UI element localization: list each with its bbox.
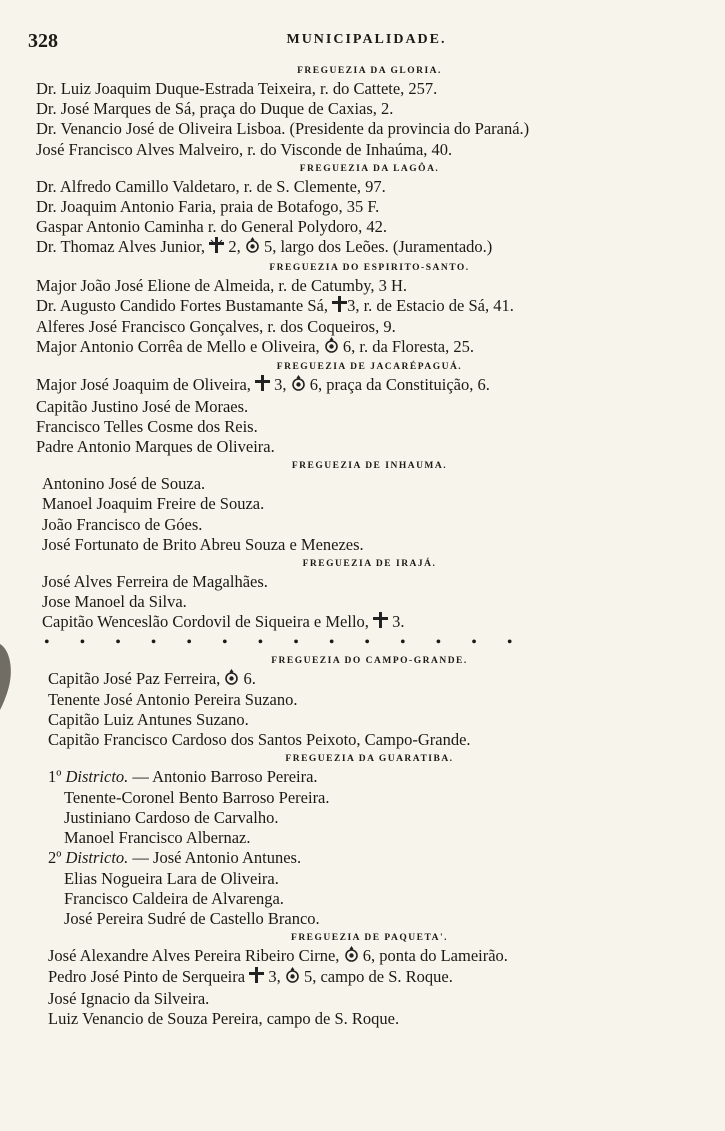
- list-item: Francisco Caldeira de Alvarenga.: [64, 888, 284, 908]
- section-heading: FREGUEZIA DE INHAUMA.: [291, 461, 448, 472]
- rose-order-icon: [285, 967, 300, 988]
- entry-text: — Antonio Barroso Pereira.: [128, 767, 318, 787]
- district-label: Districto.: [65, 848, 129, 868]
- order-grade: 3: [347, 295, 356, 315]
- list-item: [28, 967, 711, 988]
- section-espirito-santo: [28, 261, 711, 359]
- section-inhauma: [28, 459, 711, 555]
- page-header: [28, 30, 705, 54]
- section-heading: FREGUEZIA DE IRAJÁ.: [302, 559, 437, 570]
- list-item: [28, 296, 711, 317]
- list-item: Capitão Luiz Antunes Suzano.: [48, 710, 249, 730]
- entry-text: Dr. Augusto Candido Fortes Bustamante Sá,: [36, 295, 333, 315]
- section-campo-grande: [28, 654, 711, 751]
- rose-order-icon: [344, 946, 359, 967]
- list-item: Tenente José Antonio Pereira Suzano.: [48, 689, 298, 709]
- list-item: [28, 375, 711, 396]
- entry-text: , largo dos Leões. (Juramentado.): [272, 237, 493, 257]
- entry-text: ,: [236, 237, 245, 257]
- entry-text: .: [251, 668, 256, 688]
- list-item: Dr. Luiz Joaquim Duque-Estrada Teixeira, r. do Cattete, 257.: [36, 79, 438, 98]
- list-item: Luiz Venancio de Souza Pereira, campo de S. Roque.: [48, 1008, 400, 1028]
- list-item: Alferes José Francisco Gonçalves, r. dos Coqueiros, 9.: [36, 317, 396, 337]
- list-item: [28, 237, 711, 258]
- list-item: [28, 337, 711, 358]
- entry-text: ,: [276, 967, 285, 987]
- list-item: José Pereira Sudré de Castello Branco.: [64, 908, 320, 928]
- list-item: Dr. Alfredo Camillo Valdetaro, r. de S. Clemente, 97.: [36, 176, 386, 196]
- entry-text: , r. de Estacio de Sá, 41.: [355, 295, 514, 315]
- entry-text: , ponta do Lameirão.: [370, 946, 508, 966]
- entry-text: .: [400, 612, 405, 632]
- ellipsis-dots: • • • • • • • • • • • • • •: [44, 633, 526, 651]
- rose-order-icon: [224, 669, 239, 690]
- list-item: Capitão Justino José de Moraes.: [36, 396, 249, 416]
- section-guaratiba: [28, 752, 711, 929]
- binding-edge-mark: [0, 640, 16, 710]
- entry-text: , r. da Floresta, 25.: [351, 337, 474, 357]
- order-grade: 3: [274, 375, 283, 395]
- list-item: Major João José Elione de Almeida, r. de Catumby, 3 H.: [36, 275, 408, 295]
- entry-text: Dr. Thomaz Alves Junior,: [36, 237, 210, 257]
- cross-order-icon: [249, 967, 264, 988]
- rose-order-icon: [324, 337, 339, 358]
- section-lagoa: [28, 162, 711, 259]
- page-number: 328: [28, 30, 58, 52]
- order-grade: 6: [362, 946, 371, 966]
- order-grade: 2: [228, 237, 237, 257]
- order-grade: 6: [309, 375, 319, 395]
- list-item: Padre Antonio Marques de Oliveira.: [36, 437, 275, 457]
- cross-order-icon: [332, 296, 347, 317]
- section-iraja: [28, 557, 711, 652]
- section-jacarepagua: [28, 360, 711, 457]
- list-item: Justiniano Cardoso de Carvalho.: [64, 807, 279, 827]
- section-heading: FREGUEZIA DO CAMPO-GRANDE.: [271, 655, 468, 666]
- district-number: 1º: [48, 767, 66, 787]
- list-item: Dr. José Marques de Sá, praça do Duque de Caxias, 2.: [36, 99, 394, 119]
- list-item: [28, 669, 711, 690]
- list-item: Antonino José de Souza.: [42, 474, 206, 494]
- section-heading: FREGUEZIA DA GLORIA.: [297, 66, 442, 76]
- district-line: [28, 848, 711, 868]
- entry-text: Capitão José Paz Ferreira,: [48, 668, 225, 688]
- list-item: Elias Nogueira Lara de Oliveira.: [64, 868, 279, 888]
- order-grade: 3: [268, 967, 277, 987]
- entry-text: José Alexandre Alves Pereira Ribeiro Cirne,: [48, 946, 344, 966]
- order-grade: 5: [263, 237, 273, 257]
- district-line: [28, 767, 711, 787]
- list-item: José Francisco Alves Malveiro, r. do Visconde de Inhaúma, 40.: [36, 139, 453, 159]
- order-grade: 6: [243, 668, 252, 688]
- entry-text: Capitão Wenceslão Cordovil de Siqueira e Mello,: [42, 612, 374, 632]
- entry-text: , praça da Constituição, 6.: [318, 375, 490, 395]
- list-item: José Alves Ferreira de Magalhães.: [42, 572, 268, 592]
- rose-order-icon: [291, 375, 306, 396]
- list-item: Jose Manoel da Silva.: [42, 592, 187, 612]
- list-item: José Ignacio da Silveira.: [48, 988, 210, 1008]
- running-title: MUNICIPALIDADE.: [286, 32, 447, 47]
- cross-order-icon: [255, 375, 270, 396]
- cross-order-icon: [209, 237, 224, 258]
- list-item: Francisco Telles Cosme dos Reis.: [36, 416, 258, 436]
- entry-text: Major Antonio Corrêa de Mello e Oliveira,: [36, 337, 324, 357]
- list-item: Tenente-Coronel Bento Barroso Pereira.: [64, 787, 330, 807]
- order-grade: 5: [303, 967, 313, 987]
- list-item: Dr. Venancio José de Oliveira Lisboa. (Presidente da provincia do Paraná.): [36, 119, 530, 139]
- list-item: Capitão Francisco Cardoso dos Santos Peixoto, Campo-Grande.: [48, 730, 471, 750]
- list-item: [28, 946, 711, 967]
- section-heading: FREGUEZIA DO ESPIRITO-SANTO.: [269, 262, 470, 273]
- section-heading: FREGUEZIA DA LAGÔA.: [299, 163, 440, 174]
- order-grade: 6: [342, 337, 352, 357]
- cross-order-icon: [373, 612, 388, 633]
- list-item: Manoel Francisco Albernaz.: [64, 828, 251, 848]
- entry-text: Pedro José Pinto de Serqueira: [48, 967, 250, 987]
- entry-text: Major José Joaquim de Oliveira,: [36, 375, 256, 395]
- entry-text: , campo de S. Roque.: [312, 967, 453, 987]
- district-number: 2º: [48, 848, 66, 868]
- section-gloria: [28, 64, 711, 160]
- list-item: [28, 612, 711, 633]
- section-paqueta: [28, 931, 711, 1029]
- section-heading: FREGUEZIA DA GUARATIBA.: [285, 754, 454, 765]
- list-item: João Francisco de Góes.: [42, 514, 203, 534]
- page-body: [28, 62, 711, 1029]
- section-heading: FREGUEZIA DE JACARÉPAGUÁ.: [276, 362, 463, 373]
- entry-text: — José Antonio Antunes.: [128, 848, 302, 868]
- list-item: Gaspar Antonio Caminha r. do General Polydoro, 42.: [36, 217, 388, 237]
- district-label: Districto.: [65, 767, 129, 787]
- entry-text: ,: [282, 375, 291, 395]
- list-item: Dr. Joaquim Antonio Faria, praia de Botafogo, 35 F.: [36, 197, 380, 217]
- section-heading: FREGUEZIA DE PAQUETA'.: [291, 933, 448, 944]
- list-item: José Fortunato de Brito Abreu Souza e Menezes.: [42, 534, 364, 554]
- list-item: Manoel Joaquim Freire de Souza.: [42, 494, 265, 514]
- rose-order-icon: [245, 237, 260, 258]
- order-grade: 3: [392, 612, 401, 632]
